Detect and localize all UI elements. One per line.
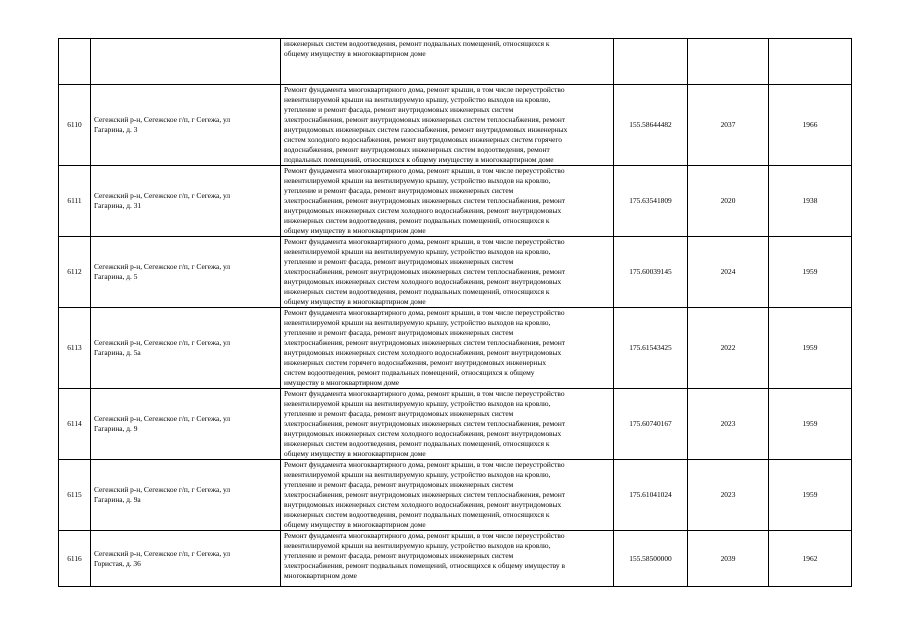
address-line: Сегежский р-н, Сегежское г/п, г Сегежа, ул bbox=[94, 548, 231, 558]
address-line: Гагарина, д. 3 bbox=[94, 125, 138, 134]
row-number-cell: 6116 bbox=[59, 531, 91, 587]
works-line: имуществу в многоквартирном доме bbox=[284, 378, 400, 387]
works-line: Ремонт фундамента многоквартирного дома, ремонт крыши, в том числе переустройство bbox=[284, 237, 565, 246]
row-number-cell: 6114 bbox=[59, 389, 91, 460]
area-cell: 175.60740167 bbox=[614, 389, 688, 460]
row-number-cell: 6115 bbox=[59, 460, 91, 531]
works-line: утепление и ремонт фасада, ремонт внутридомовых инженерных систем bbox=[284, 409, 514, 418]
works-line: инженерных систем водоотведения, ремонт подвальных помещений, относящихся к bbox=[284, 287, 550, 296]
works-line: электроснабжения, ремонт внутридомовых инженерных систем теплоснабжения, ремонт bbox=[284, 490, 566, 499]
build-year-cell: 1938 bbox=[769, 166, 852, 237]
address-cell bbox=[91, 531, 281, 587]
works-line: утепление и ремонт фасада, ремонт внутридомовых инженерных систем bbox=[284, 186, 514, 195]
works-cell bbox=[281, 531, 614, 587]
works-line: внутридомовых инженерных систем холодного водоснабжения, ремонт внутридомовых bbox=[284, 500, 562, 509]
works-cell bbox=[281, 237, 614, 308]
works-line: невентилируемой крыши на вентилируемую крышу, устройство выходов на кровлю, bbox=[284, 470, 551, 479]
address-line: Гагарина, д. 31 bbox=[94, 201, 142, 210]
address-cell bbox=[91, 308, 281, 389]
works-line: невентилируемой крыши на вентилируемую крышу, устройство выходов на кровлю, bbox=[284, 318, 551, 327]
works-line: общему имуществу в многоквартирном доме bbox=[284, 49, 426, 58]
works-line: электроснабжения, ремонт подвальных помещений, относящихся к общему имуществу в bbox=[284, 561, 565, 570]
repair-year-cell: 2039 bbox=[688, 531, 769, 587]
table-row bbox=[59, 531, 852, 587]
build-year-cell bbox=[769, 39, 852, 85]
table-row bbox=[59, 237, 852, 308]
works-line: инженерных систем водоотведения, ремонт подвальных помещений, относящихся к bbox=[284, 439, 550, 448]
works-cell bbox=[281, 85, 614, 166]
address-line: Сегежский р-н, Сегежское г/п, г Сегежа, ул bbox=[94, 115, 231, 124]
works-line: электроснабжения, ремонт внутридомовых инженерных систем теплоснабжения, ремонт bbox=[284, 419, 566, 428]
repair-year-cell: 2023 bbox=[688, 460, 769, 531]
works-line: подвальных помещений, относящихся к общему имуществу в многоквартирном доме bbox=[284, 155, 554, 164]
works-cell bbox=[281, 39, 614, 85]
works-line: внутридомовых инженерных систем газоснабжения, ремонт внутридомовых инженерных bbox=[284, 125, 568, 134]
address-line: Гагарина, д. 9 bbox=[94, 424, 138, 433]
repair-year-cell: 2023 bbox=[688, 389, 769, 460]
works-line: общему имуществу в многоквартирном доме bbox=[284, 226, 426, 235]
row-number-cell: 6110 bbox=[59, 85, 91, 166]
works-line: невентилируемой крыши на вентилируемую крышу, устройство выходов на кровлю, bbox=[284, 399, 551, 408]
works-line: невентилируемой крыши на вентилируемую крышу, устройство выходов на кровлю, bbox=[284, 247, 551, 256]
works-line: Ремонт фундамента многоквартирного дома, ремонт крыши, в том числе переустройство bbox=[284, 85, 565, 94]
works-line: внутридомовых инженерных систем холодного водоснабжения, ремонт внутридомовых bbox=[284, 429, 562, 438]
address-line: Гагарина, д. 9а bbox=[94, 495, 141, 504]
address-line: Сегежский р-н, Сегежское г/п, г Сегежа, ул bbox=[94, 262, 231, 271]
area-cell: 175.61543425 bbox=[614, 308, 688, 389]
table-row bbox=[59, 389, 852, 460]
address-line: Гагарина, д. 5 bbox=[94, 272, 138, 281]
area-cell: 175.61041024 bbox=[614, 460, 688, 531]
area-cell: 175.63541809 bbox=[614, 166, 688, 237]
works-line: многоквартирном доме bbox=[284, 571, 357, 580]
build-year-cell: 1959 bbox=[769, 389, 852, 460]
works-line: электроснабжения, ремонт внутридомовых инженерных систем теплоснабжения, ремонт bbox=[284, 267, 566, 276]
repair-year-cell: 2022 bbox=[688, 308, 769, 389]
works-line: Ремонт фундамента многоквартирного дома, ремонт крыши, в том числе переустройство bbox=[284, 308, 565, 317]
works-line: инженерных систем горячего водоснабжения, ремонт внутридомовых инженерных bbox=[284, 358, 547, 367]
area-cell: 175.60039145 bbox=[614, 237, 688, 308]
works-line: утепление и ремонт фасада, ремонт внутридомовых инженерных систем bbox=[284, 105, 514, 114]
row-number-cell: 6112 bbox=[59, 237, 91, 308]
works-line: инженерных систем водоотведения, ремонт подвальных помещений, относящихся к bbox=[284, 39, 550, 48]
works-line: невентилируемой крыши на вентилируемую крышу, устройство выходов на кровлю, bbox=[284, 176, 551, 185]
works-line: Ремонт фундамента многоквартирного дома, ремонт крыши, в том числе переустройство bbox=[284, 531, 565, 540]
works-line: невентилируемой крыши на вентилируемую крышу, устройство выходов на кровлю, bbox=[284, 95, 551, 104]
address-line: Сегежский р-н, Сегежское г/п, г Сегежа, ул bbox=[94, 191, 231, 200]
works-line: электроснабжения, ремонт внутридомовых инженерных систем теплоснабжения, ремонт bbox=[284, 338, 566, 347]
address-line: Сегежский р-н, Сегежское г/п, г Сегежа, ул bbox=[94, 414, 231, 423]
row-number-cell: 6113 bbox=[59, 308, 91, 389]
works-line: инженерных систем водоотведения, ремонт подвальных помещений, относящихся к bbox=[284, 510, 550, 519]
works-line: Ремонт фундамента многоквартирного дома, ремонт крыши, в том числе переустройство bbox=[284, 389, 565, 398]
works-line: электроснабжения, ремонт внутридомовых инженерных систем теплоснабжения, ремонт bbox=[284, 196, 566, 205]
table-row bbox=[59, 308, 852, 389]
works-line: Ремонт фундамента многоквартирного дома, ремонт крыши, в том числе переустройство bbox=[284, 460, 565, 469]
address-line: Гористая, д. 36 bbox=[94, 558, 141, 568]
works-line: невентилируемой крыши на вентилируемую крышу, устройство выходов на кровлю, bbox=[284, 541, 551, 550]
works-line: электроснабжения, ремонт внутридомовых инженерных систем теплоснабжения, ремонт bbox=[284, 115, 566, 124]
address-cell bbox=[91, 237, 281, 308]
works-line: утепление и ремонт фасада, ремонт внутридомовых инженерных систем bbox=[284, 551, 514, 560]
table-row bbox=[59, 85, 852, 166]
works-cell bbox=[281, 389, 614, 460]
works-line: Ремонт фундамента многоквартирного дома, ремонт крыши, в том числе переустройство bbox=[284, 166, 565, 175]
works-line: водоснабжения, ремонт внутридомовых инженерных систем водоотведения, ремонт bbox=[284, 145, 550, 154]
table-row bbox=[59, 39, 852, 85]
works-cell bbox=[281, 166, 614, 237]
registry-table bbox=[58, 38, 852, 587]
address-line: Гагарина, д. 5а bbox=[94, 348, 141, 357]
area-cell: 155.58500000 bbox=[614, 531, 688, 587]
build-year-cell: 1959 bbox=[769, 308, 852, 389]
works-line: общему имуществу в многоквартирном доме bbox=[284, 449, 426, 458]
area-cell: 155.58644482 bbox=[614, 85, 688, 166]
works-cell bbox=[281, 308, 614, 389]
address-cell bbox=[91, 460, 281, 531]
address-cell bbox=[91, 389, 281, 460]
address-cell bbox=[91, 85, 281, 166]
row-number-cell bbox=[59, 39, 91, 85]
works-line: систем холодного водоснабжения, ремонт внутридомовых инженерных систем горячего bbox=[284, 135, 562, 144]
build-year-cell: 1959 bbox=[769, 237, 852, 308]
build-year-cell: 1959 bbox=[769, 460, 852, 531]
repair-year-cell bbox=[688, 39, 769, 85]
works-line: общему имуществу в многоквартирном доме bbox=[284, 520, 426, 529]
works-line: внутридомовых инженерных систем холодного водоснабжения, ремонт внутридомовых bbox=[284, 348, 562, 357]
row-number-cell: 6111 bbox=[59, 166, 91, 237]
works-line: внутридомовых инженерных систем холодного водоснабжения, ремонт внутридомовых bbox=[284, 206, 562, 215]
area-cell bbox=[614, 39, 688, 85]
works-line: общему имуществу в многоквартирном доме bbox=[284, 297, 426, 306]
repair-year-cell: 2020 bbox=[688, 166, 769, 237]
address-line: Сегежский р-н, Сегежское г/п, г Сегежа, ул bbox=[94, 338, 231, 347]
repair-year-cell: 2024 bbox=[688, 237, 769, 308]
works-line: утепление и ремонт фасада, ремонт внутридомовых инженерных систем bbox=[284, 328, 514, 337]
works-line: систем водоотведения, ремонт подвальных помещений, относящихся к общему bbox=[284, 368, 535, 377]
table-row bbox=[59, 460, 852, 531]
address-cell bbox=[91, 166, 281, 237]
table-row bbox=[59, 166, 852, 237]
works-cell bbox=[281, 460, 614, 531]
works-line: утепление и ремонт фасада, ремонт внутридомовых инженерных систем bbox=[284, 257, 514, 266]
works-line: инженерных систем водоотведения, ремонт подвальных помещений, относящихся к bbox=[284, 216, 550, 225]
registry-table-body bbox=[59, 39, 852, 587]
build-year-cell: 1966 bbox=[769, 85, 852, 166]
works-line: утепление и ремонт фасада, ремонт внутридомовых инженерных систем bbox=[284, 480, 514, 489]
build-year-cell: 1962 bbox=[769, 531, 852, 587]
repair-year-cell: 2037 bbox=[688, 85, 769, 166]
works-line: внутридомовых инженерных систем холодного водоснабжения, ремонт внутридомовых bbox=[284, 277, 562, 286]
address-line: Сегежский р-н, Сегежское г/п, г Сегежа, ул bbox=[94, 485, 231, 494]
address-cell bbox=[91, 39, 281, 85]
